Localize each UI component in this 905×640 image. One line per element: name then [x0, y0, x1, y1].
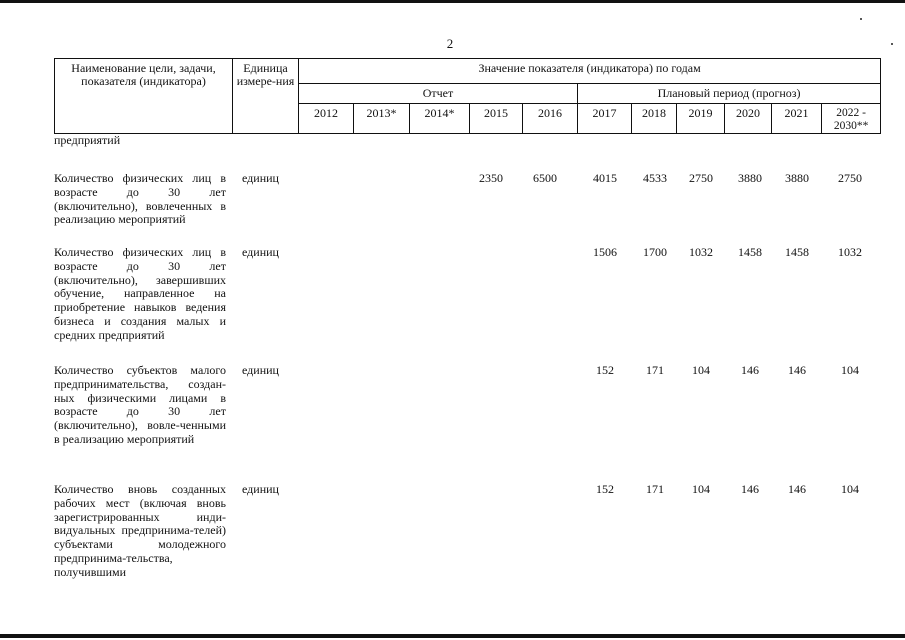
scan-speck	[860, 18, 862, 20]
indicator-value: 146	[741, 482, 759, 496]
indicator-value: 4015	[593, 171, 617, 185]
indicator-value: 152	[596, 363, 614, 377]
indicator-value: 171	[646, 482, 664, 496]
header-year: 2022 - 2030**	[822, 104, 881, 134]
indicator-value: 104	[841, 363, 859, 377]
header-year: 2021	[772, 104, 822, 134]
continuation-text: предприятий	[54, 133, 121, 147]
header-values-col: Значение показателя (индикатора) по годам	[299, 59, 881, 84]
indicator-name: Количество субъектов малого предпринимательства, создан-ных физическими лицами в возрасте до 30 лет (включительно), вовле-ченными в реализацию мероприятий	[54, 363, 226, 446]
bottom-border	[0, 634, 905, 638]
header-year: 2020	[725, 104, 772, 134]
indicator-value: 1458	[785, 245, 809, 259]
scan-speck	[891, 43, 893, 45]
indicator-name: Количество физических лиц в возрасте до 30 лет (включительно), вовлеченных в реализацию мероприятий	[54, 171, 226, 227]
indicator-value: 104	[692, 363, 710, 377]
indicator-value: 4533	[643, 171, 667, 185]
header-year: 2016	[523, 104, 578, 134]
indicator-unit: единиц	[242, 245, 279, 259]
indicator-value: 3880	[785, 171, 809, 185]
indicator-value: 146	[788, 482, 806, 496]
indicator-value: 2350	[479, 171, 503, 185]
header-year: 2017	[578, 104, 632, 134]
top-border	[0, 0, 905, 3]
indicator-value: 2750	[689, 171, 713, 185]
indicator-value: 1700	[643, 245, 667, 259]
indicator-value: 1458	[738, 245, 762, 259]
header-year: 2019	[677, 104, 725, 134]
header-year: 2015	[470, 104, 523, 134]
indicator-unit: единиц	[242, 171, 279, 185]
indicator-value: 146	[788, 363, 806, 377]
header-year: 2014*	[410, 104, 470, 134]
indicator-value: 171	[646, 363, 664, 377]
header-name-col: Наименование цели, задачи, показателя (индикатора)	[55, 59, 233, 134]
indicator-value: 104	[692, 482, 710, 496]
header-year: 2013*	[354, 104, 410, 134]
indicator-name: Количество вновь созданных рабочих мест (включая вновь зарегистрированных инди-видуальных предпринима-телей) субъектами молодежного предпринима-тельства, получившими	[54, 482, 226, 579]
indicator-unit: единиц	[242, 363, 279, 377]
indicator-value: 1032	[838, 245, 862, 259]
header-year: 2018	[632, 104, 677, 134]
indicator-value: 6500	[533, 171, 557, 185]
header-plan-group: Плановый период (прогноз)	[578, 84, 881, 104]
header-report-group: Отчет	[299, 84, 578, 104]
indicator-value: 3880	[738, 171, 762, 185]
indicator-value: 1032	[689, 245, 713, 259]
page-number: 2	[446, 36, 454, 51]
indicator-value: 2750	[838, 171, 862, 185]
indicator-value: 146	[741, 363, 759, 377]
header-year: 2012	[299, 104, 354, 134]
indicator-unit: единиц	[242, 482, 279, 496]
indicator-value: 104	[841, 482, 859, 496]
indicator-value: 152	[596, 482, 614, 496]
header-unit-col: Единица измере-ния	[233, 59, 299, 134]
indicator-name: Количество физических лиц в возрасте до 30 лет (включительно), завершивших обучение, направленное на приобретение навыков ведения бизнеса и создания малых и средних предприятий	[54, 245, 226, 342]
indicator-table-header	[54, 58, 881, 134]
indicator-value: 1506	[593, 245, 617, 259]
